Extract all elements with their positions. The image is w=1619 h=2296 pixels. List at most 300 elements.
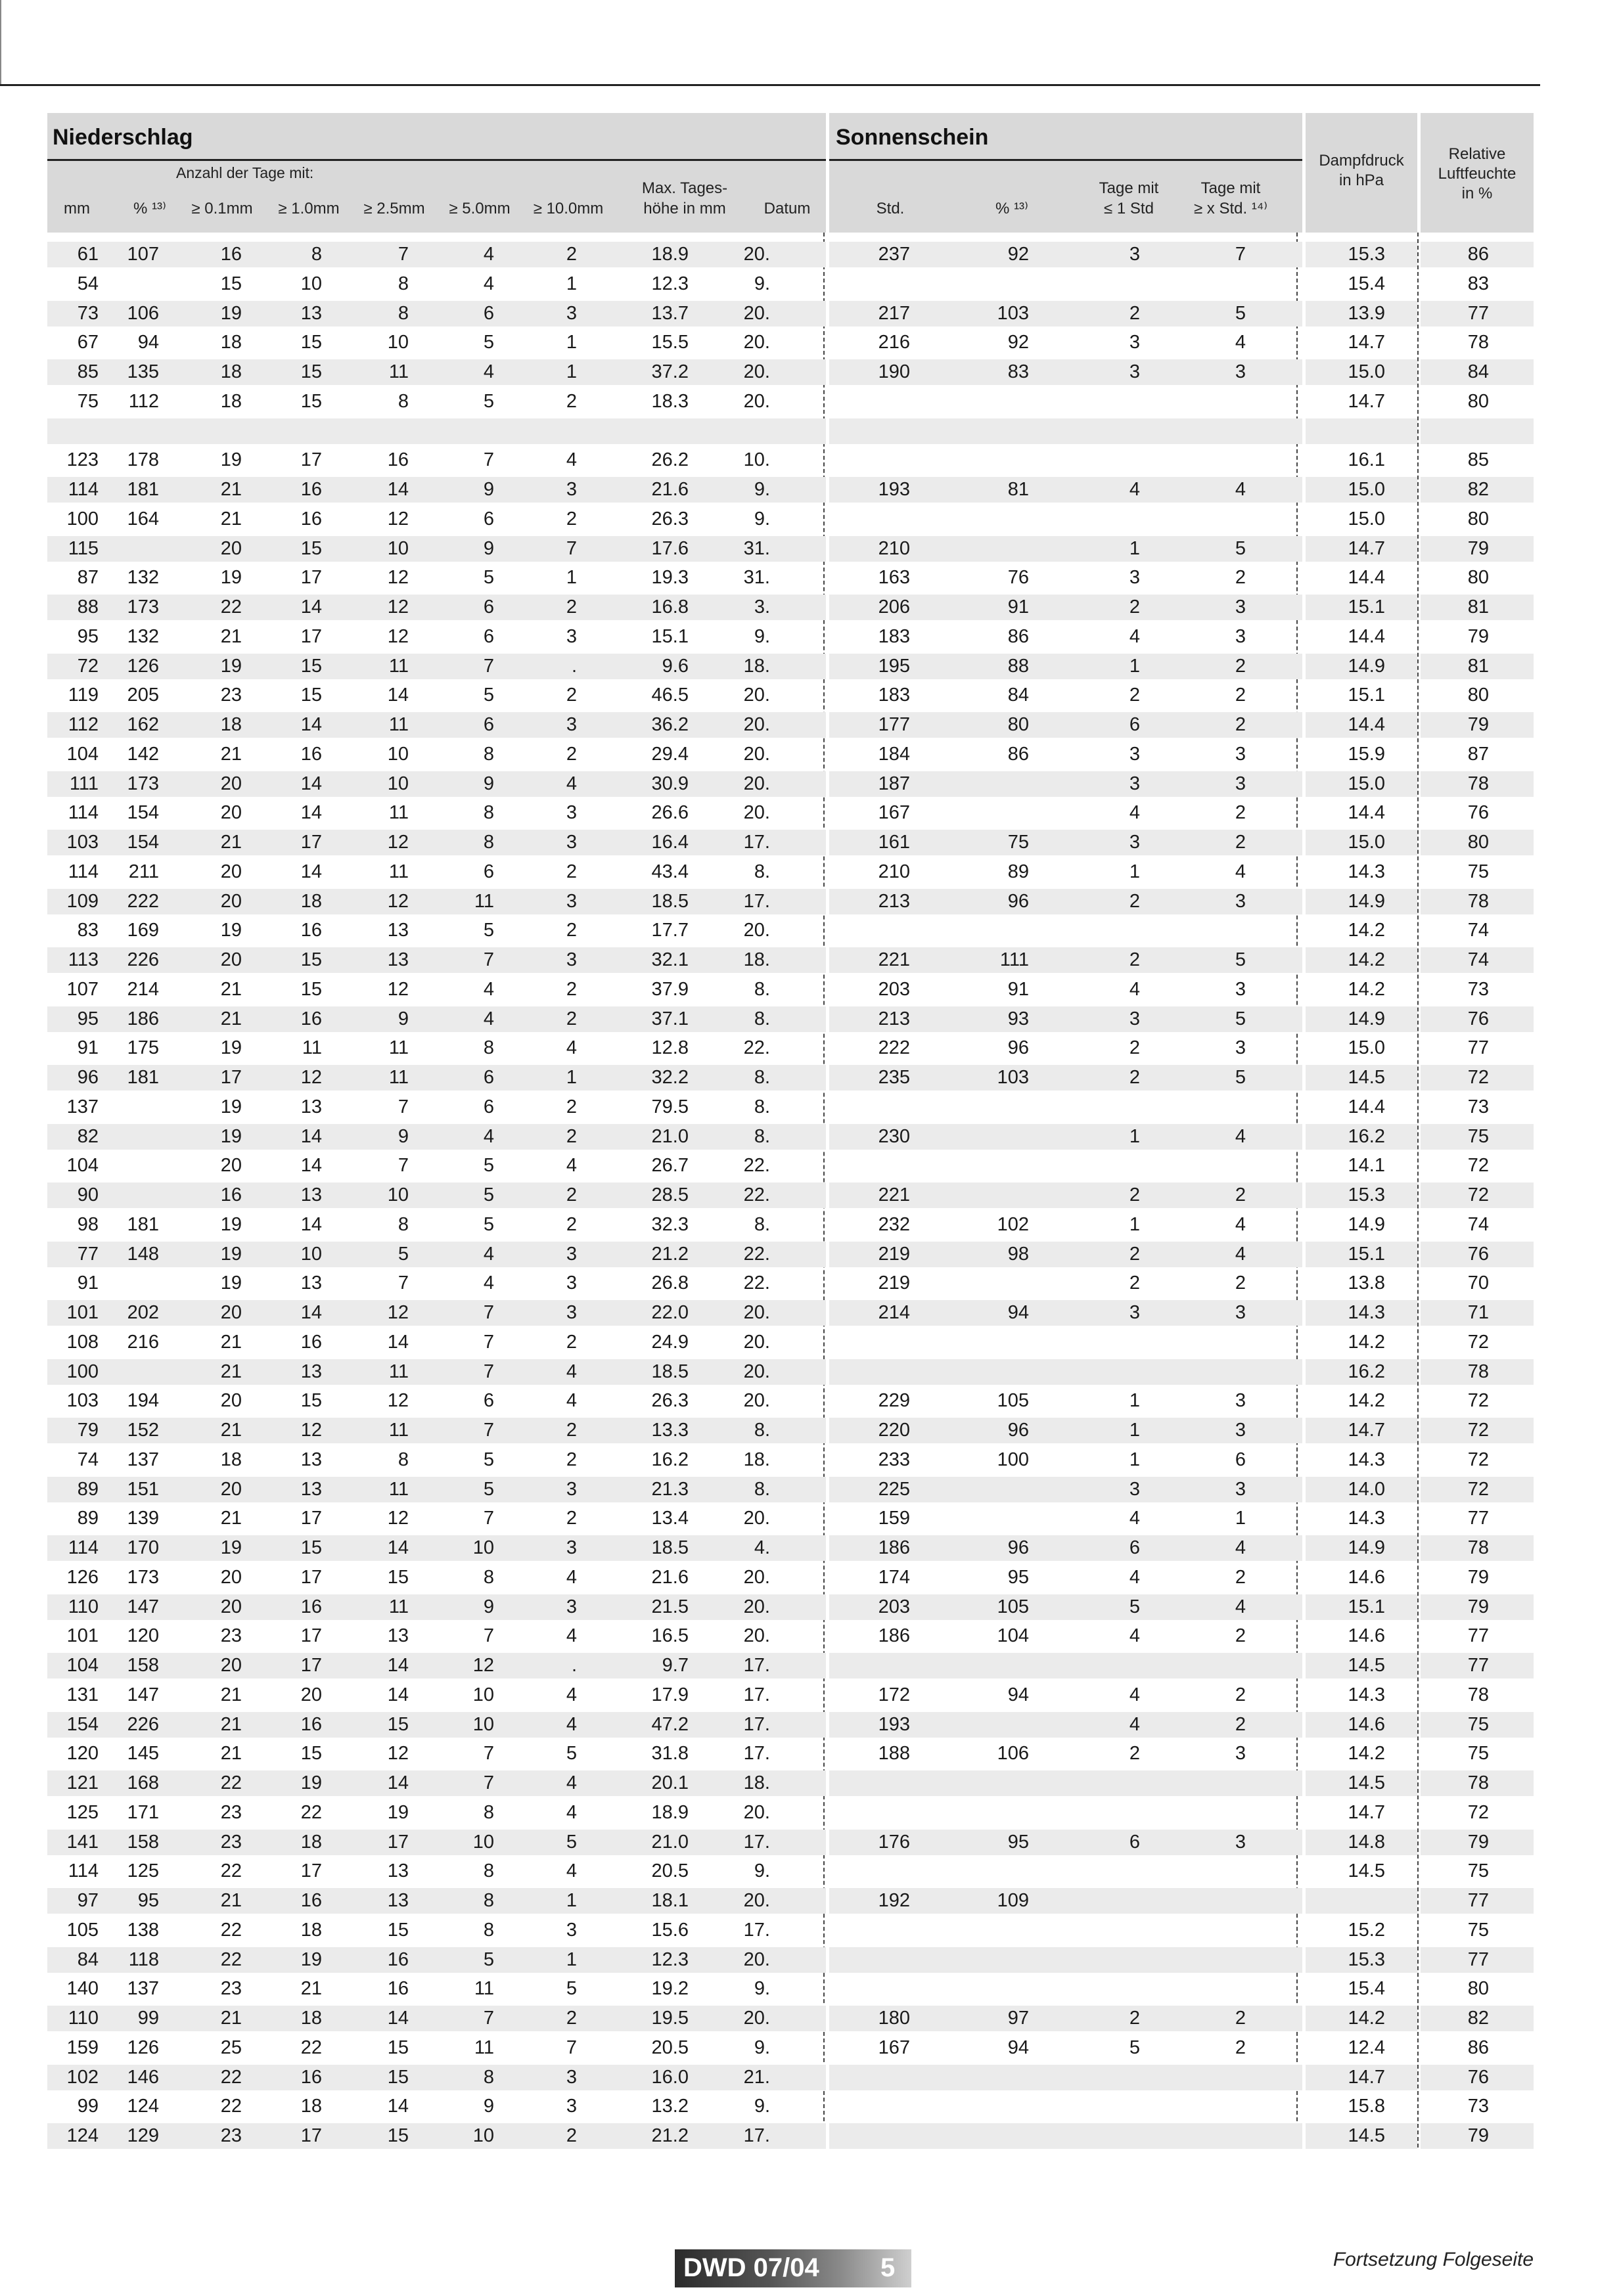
cell-sun-percent: 100 xyxy=(997,1449,1029,1470)
table-row xyxy=(0,563,1619,592)
cell-sonnenstunden: 174 xyxy=(878,1566,910,1588)
cell-rel-luftfeuchte: 78 xyxy=(1467,1684,1489,1705)
cell-mm: 107 xyxy=(66,978,99,1000)
table-row xyxy=(0,740,1619,769)
cell-sun-percent: 80 xyxy=(1007,714,1029,735)
cell-sonnenstunden: 172 xyxy=(878,1684,910,1705)
cell-percent: 222 xyxy=(127,890,159,912)
cell-max-tageshoehe: 28.5 xyxy=(651,1184,689,1205)
cell-max-tageshoehe: 19.5 xyxy=(651,2008,689,2029)
cell-tage-gex: 4 xyxy=(1235,861,1246,882)
cell-sonnenstunden: 222 xyxy=(878,1037,910,1059)
cell-ge-10-0mm: 3 xyxy=(566,1272,577,1294)
cell-percent: 226 xyxy=(127,949,159,970)
cell-mm: 120 xyxy=(66,1743,99,1765)
cell-sonnenstunden: 213 xyxy=(878,1008,910,1029)
cell-tage-le1: 4 xyxy=(1129,1508,1140,1529)
cell-ge-2-5mm: 8 xyxy=(398,302,409,324)
cell-sonnenstunden: 186 xyxy=(878,1537,910,1558)
cell-mm: 91 xyxy=(77,1272,99,1294)
cell-sun-percent: 96 xyxy=(1007,890,1029,912)
table-row xyxy=(0,1857,1619,1885)
cell-ge-10-0mm: 3 xyxy=(566,1919,577,1941)
cell-ge-0-1mm: 21 xyxy=(220,978,242,1000)
cell-rel-luftfeuchte: 73 xyxy=(1467,2096,1489,2117)
cell-ge-0-1mm: 21 xyxy=(220,479,242,500)
col-header-tage-gex-2: ≥ x Std. ¹⁴⁾ xyxy=(1193,200,1268,217)
cell-ge-5-0mm: 7 xyxy=(483,655,494,677)
cell-rel-luftfeuchte: 80 xyxy=(1467,390,1489,412)
cell-mm: 112 xyxy=(68,714,99,735)
cell-ge-10-0mm: 3 xyxy=(566,1478,577,1500)
cell-datum: 20. xyxy=(743,1331,770,1353)
cell-percent: 151 xyxy=(127,1478,159,1500)
table-row xyxy=(0,505,1619,533)
cell-rel-luftfeuchte: 72 xyxy=(1467,1331,1489,1353)
cell-ge-2-5mm: 7 xyxy=(398,1096,409,1117)
cell-tage-le1: 2 xyxy=(1129,1037,1140,1059)
cell-rel-luftfeuchte: 78 xyxy=(1467,1537,1489,1558)
cell-max-tageshoehe: 32.3 xyxy=(651,1213,689,1235)
cell-mm: 72 xyxy=(77,655,99,677)
cell-max-tageshoehe: 15.6 xyxy=(651,1919,689,1941)
cell-mm: 105 xyxy=(66,1919,99,1941)
cell-sun-percent: 75 xyxy=(1007,832,1029,853)
cell-tage-le1: 4 xyxy=(1129,1684,1140,1705)
cell-max-tageshoehe: 21.2 xyxy=(651,2125,689,2146)
col-header-rel-luftfeuchte-2: Luftfeuchte xyxy=(1438,165,1516,183)
cell-tage-gex: 4 xyxy=(1235,1243,1246,1265)
cell-rel-luftfeuchte: 84 xyxy=(1467,361,1489,382)
cell-datum: 20. xyxy=(743,714,770,735)
cell-tage-le1: 3 xyxy=(1129,773,1140,794)
cell-datum: 20. xyxy=(743,802,770,824)
cell-datum: 4. xyxy=(754,1537,770,1558)
cell-max-tageshoehe: 17.9 xyxy=(651,1684,689,1705)
cell-datum: 17. xyxy=(743,2125,770,2146)
cell-ge-10-0mm: 5 xyxy=(566,1978,577,2000)
cell-max-tageshoehe: 79.5 xyxy=(651,1096,689,1117)
cell-ge-0-1mm: 20 xyxy=(220,773,242,794)
cell-tage-gex: 3 xyxy=(1235,773,1246,794)
cell-sun-percent: 102 xyxy=(997,1213,1029,1235)
cell-dampfdruck: 14.3 xyxy=(1348,1302,1385,1323)
cell-max-tageshoehe: 16.0 xyxy=(651,2066,689,2088)
cell-ge-2-5mm: 14 xyxy=(387,1655,409,1676)
cell-mm: 110 xyxy=(68,2008,99,2029)
cell-sonnenstunden: 190 xyxy=(878,361,910,382)
cell-ge-1-0mm: 14 xyxy=(300,714,322,735)
cell-ge-2-5mm: 5 xyxy=(398,1243,409,1265)
cell-rel-luftfeuchte: 78 xyxy=(1467,1361,1489,1382)
cell-ge-10-0mm: 4 xyxy=(566,449,577,471)
cell-dampfdruck: 14.4 xyxy=(1348,1096,1385,1117)
table-row xyxy=(0,1269,1619,1297)
cell-ge-2-5mm: 16 xyxy=(387,1948,409,1970)
cell-tage-le1: 3 xyxy=(1129,1302,1140,1323)
col-header-tage-le1-2: ≤ 1 Std xyxy=(1104,200,1154,217)
cell-datum: 22. xyxy=(743,1155,770,1177)
cell-ge-2-5mm: 12 xyxy=(387,1302,409,1323)
cell-ge-5-0mm: 5 xyxy=(483,567,494,589)
cell-dampfdruck: 16.2 xyxy=(1348,1125,1385,1147)
cell-mm: 82 xyxy=(77,1125,99,1147)
cell-ge-5-0mm: 8 xyxy=(483,1890,494,1911)
cell-tage-le1: 3 xyxy=(1129,332,1140,353)
cell-ge-0-1mm: 19 xyxy=(220,449,242,471)
cell-mm: 104 xyxy=(66,1655,99,1676)
cell-ge-0-1mm: 19 xyxy=(220,1213,242,1235)
cell-ge-10-0mm: 3 xyxy=(566,625,577,647)
cell-sun-percent: 103 xyxy=(997,1067,1029,1088)
cell-percent: 125 xyxy=(127,1860,159,1882)
cell-ge-1-0mm: 14 xyxy=(300,773,322,794)
niederschlag-rule xyxy=(47,159,826,161)
cell-tage-gex: 3 xyxy=(1235,1478,1246,1500)
cell-ge-5-0mm: 8 xyxy=(483,743,494,765)
cell-datum: 8. xyxy=(754,978,770,1000)
cell-mm: 96 xyxy=(77,1067,99,1088)
cell-percent: 138 xyxy=(127,1919,159,1941)
cell-mm: 114 xyxy=(68,802,99,824)
cell-ge-0-1mm: 20 xyxy=(220,1655,242,1676)
cell-max-tageshoehe: 18.9 xyxy=(651,244,689,265)
cell-ge-10-0mm: 3 xyxy=(566,479,577,500)
cell-ge-0-1mm: 20 xyxy=(220,537,242,559)
cell-mm: 140 xyxy=(66,1978,99,2000)
cell-ge-10-0mm: 2 xyxy=(566,743,577,765)
cell-dampfdruck: 15.3 xyxy=(1348,244,1385,265)
cell-max-tageshoehe: 18.5 xyxy=(651,1361,689,1382)
cell-max-tageshoehe: 20.5 xyxy=(651,2037,689,2058)
cell-sun-percent: 91 xyxy=(1007,597,1029,618)
cell-dampfdruck: 14.4 xyxy=(1348,714,1385,735)
cell-tage-le1: 2 xyxy=(1129,1743,1140,1765)
cell-max-tageshoehe: 21.5 xyxy=(651,1596,689,1617)
cell-tage-gex: 3 xyxy=(1235,978,1246,1000)
cell-tage-gex: 5 xyxy=(1235,302,1246,324)
cell-max-tageshoehe: 18.5 xyxy=(651,890,689,912)
cell-mm: 95 xyxy=(77,625,99,647)
cell-datum: 9. xyxy=(754,479,770,500)
col-header-sun-percent: % ¹³⁾ xyxy=(995,200,1028,217)
cell-rel-luftfeuchte: 75 xyxy=(1467,1860,1489,1882)
cell-dampfdruck: 15.9 xyxy=(1348,743,1385,765)
table-row xyxy=(0,1945,1619,1974)
cell-ge-0-1mm: 20 xyxy=(220,861,242,882)
cell-rel-luftfeuchte: 87 xyxy=(1467,743,1489,765)
cell-ge-10-0mm: 1 xyxy=(566,332,577,353)
col-header-percent: % ¹³⁾ xyxy=(133,200,166,217)
cell-dampfdruck: 14.2 xyxy=(1348,2008,1385,2029)
table-row xyxy=(0,1974,1619,2003)
cell-dampfdruck: 15.8 xyxy=(1348,2096,1385,2117)
cell-rel-luftfeuchte: 75 xyxy=(1467,1713,1489,1735)
cell-max-tageshoehe: 15.1 xyxy=(651,625,689,647)
table-row xyxy=(0,1386,1619,1415)
cell-ge-5-0mm: 9 xyxy=(483,479,494,500)
cell-dampfdruck: 14.4 xyxy=(1348,567,1385,589)
cell-tage-le1: 2 xyxy=(1129,597,1140,618)
cell-ge-5-0mm: 9 xyxy=(483,2096,494,2117)
cell-ge-0-1mm: 22 xyxy=(220,2066,242,2088)
cell-percent: 124 xyxy=(127,2096,159,2117)
cell-ge-0-1mm: 18 xyxy=(220,332,242,353)
cell-max-tageshoehe: 16.8 xyxy=(651,597,689,618)
cell-sun-percent: 81 xyxy=(1007,479,1029,500)
cell-ge-5-0mm: 10 xyxy=(472,1537,494,1558)
cell-max-tageshoehe: 13.4 xyxy=(651,1508,689,1529)
cell-rel-luftfeuchte: 77 xyxy=(1467,1655,1489,1676)
cell-tage-le1: 1 xyxy=(1129,537,1140,559)
cell-sonnenstunden: 177 xyxy=(878,714,910,735)
cell-ge-2-5mm: 14 xyxy=(387,1331,409,1353)
table-row xyxy=(0,1916,1619,1945)
cell-dampfdruck: 14.5 xyxy=(1348,1772,1385,1793)
table-row xyxy=(0,710,1619,739)
cell-ge-0-1mm: 23 xyxy=(220,1978,242,2000)
cell-ge-5-0mm: 7 xyxy=(483,1743,494,1765)
cell-ge-10-0mm: . xyxy=(571,655,577,677)
cell-percent: 186 xyxy=(127,1008,159,1029)
cell-max-tageshoehe: 12.3 xyxy=(651,273,689,294)
cell-percent: 202 xyxy=(127,1302,159,1323)
cell-ge-10-0mm: 4 xyxy=(566,1361,577,1382)
cell-ge-2-5mm: 12 xyxy=(387,978,409,1000)
cell-tage-le1: 3 xyxy=(1129,361,1140,382)
cell-ge-2-5mm: 10 xyxy=(387,773,409,794)
table-row xyxy=(0,357,1619,386)
cell-ge-10-0mm: 3 xyxy=(566,1302,577,1323)
cell-ge-2-5mm: 11 xyxy=(388,1067,409,1088)
cell-sonnenstunden: 163 xyxy=(878,567,910,589)
cell-ge-10-0mm: 2 xyxy=(566,1508,577,1529)
cell-mm: 83 xyxy=(77,920,99,941)
cell-ge-0-1mm: 25 xyxy=(220,2037,242,2058)
cell-ge-2-5mm: 12 xyxy=(387,597,409,618)
cell-max-tageshoehe: 21.0 xyxy=(651,1125,689,1147)
cell-ge-5-0mm: 8 xyxy=(483,1566,494,1588)
cell-ge-0-1mm: 22 xyxy=(220,1860,242,1882)
cell-ge-10-0mm: 3 xyxy=(566,714,577,735)
table-row xyxy=(0,1298,1619,1327)
cell-ge-2-5mm: 13 xyxy=(387,1860,409,1882)
cell-ge-1-0mm: 16 xyxy=(300,1596,322,1617)
cell-ge-2-5mm: 13 xyxy=(387,949,409,970)
cell-mm: 99 xyxy=(77,2096,99,2117)
cell-mm: 159 xyxy=(66,2037,99,2058)
cell-ge-10-0mm: 4 xyxy=(566,1772,577,1793)
cell-dampfdruck: 14.7 xyxy=(1348,332,1385,353)
sonnenschein-title: Sonnenschein xyxy=(836,125,989,150)
cell-tage-le1: 4 xyxy=(1129,1713,1140,1735)
cell-dampfdruck: 14.9 xyxy=(1348,655,1385,677)
cell-datum: 17. xyxy=(743,1743,770,1765)
cell-mm: 101 xyxy=(66,1302,99,1323)
cell-datum: 9. xyxy=(754,625,770,647)
table-row xyxy=(0,1710,1619,1739)
cell-tage-gex: 2 xyxy=(1235,2037,1246,2058)
cell-ge-5-0mm: 9 xyxy=(483,773,494,794)
cell-sun-percent: 89 xyxy=(1007,861,1029,882)
cell-percent: 147 xyxy=(127,1596,159,1617)
col-header-rel-luftfeuchte-1: Relative xyxy=(1448,145,1506,163)
cell-tage-gex: 3 xyxy=(1235,1743,1246,1765)
cell-ge-1-0mm: 14 xyxy=(300,597,322,618)
cell-max-tageshoehe: 21.3 xyxy=(651,1478,689,1500)
cell-datum: 9. xyxy=(754,508,770,529)
cell-sonnenstunden: 221 xyxy=(878,949,910,970)
cell-ge-5-0mm: 7 xyxy=(483,449,494,471)
cell-ge-2-5mm: 12 xyxy=(387,567,409,589)
cell-tage-le1: 2 xyxy=(1129,2008,1140,2029)
cell-dampfdruck: 15.1 xyxy=(1348,685,1385,706)
cell-ge-1-0mm: 15 xyxy=(300,332,322,353)
cell-ge-5-0mm: 8 xyxy=(483,2066,494,2088)
cell-ge-1-0mm: 16 xyxy=(300,1331,322,1353)
cell-sun-percent: 97 xyxy=(1007,2008,1029,2029)
cell-sonnenstunden: 180 xyxy=(878,2008,910,2029)
cell-tage-gex: 3 xyxy=(1235,890,1246,912)
cell-ge-5-0mm: 5 xyxy=(483,1478,494,1500)
cell-sonnenstunden: 220 xyxy=(878,1420,910,1441)
cell-ge-5-0mm: 7 xyxy=(483,1331,494,1353)
cell-mm: 113 xyxy=(68,949,99,970)
cell-ge-1-0mm: 21 xyxy=(300,1978,322,2000)
col-header-dampfdruck-1: Dampfdruck xyxy=(1319,152,1404,169)
cell-ge-2-5mm: 12 xyxy=(387,1508,409,1529)
cell-tage-gex: 2 xyxy=(1235,2008,1246,2029)
cell-ge-5-0mm: 7 xyxy=(483,1420,494,1441)
cell-dampfdruck: 15.0 xyxy=(1348,361,1385,382)
cell-sun-percent: 92 xyxy=(1007,332,1029,353)
cell-ge-10-0mm: 4 xyxy=(566,1625,577,1647)
cell-sun-percent: 111 xyxy=(999,949,1029,970)
cell-datum: 8. xyxy=(754,1125,770,1147)
cell-tage-gex: 2 xyxy=(1235,1184,1246,1205)
cell-mm: 87 xyxy=(77,567,99,589)
cell-sonnenstunden: 195 xyxy=(878,655,910,677)
cell-rel-luftfeuchte: 81 xyxy=(1467,655,1489,677)
cell-ge-10-0mm: 2 xyxy=(566,597,577,618)
cell-rel-luftfeuchte: 79 xyxy=(1467,537,1489,559)
cell-ge-1-0mm: 16 xyxy=(300,1008,322,1029)
cell-ge-0-1mm: 18 xyxy=(220,714,242,735)
cell-datum: 17. xyxy=(743,1684,770,1705)
cell-dampfdruck: 14.8 xyxy=(1348,1831,1385,1853)
cell-ge-2-5mm: 17 xyxy=(387,1831,409,1853)
cell-sonnenstunden: 233 xyxy=(878,1449,910,1470)
cell-datum: 20. xyxy=(743,361,770,382)
cell-rel-luftfeuchte: 79 xyxy=(1467,1566,1489,1588)
cell-ge-5-0mm: 8 xyxy=(483,1919,494,1941)
cell-rel-luftfeuchte: 76 xyxy=(1467,2066,1489,2088)
cell-rel-luftfeuchte: 77 xyxy=(1467,1948,1489,1970)
cell-datum: 22. xyxy=(743,1272,770,1294)
cell-ge-2-5mm: 15 xyxy=(387,1566,409,1588)
cell-dampfdruck: 14.2 xyxy=(1348,978,1385,1000)
cell-ge-1-0mm: 20 xyxy=(300,1684,322,1705)
cell-ge-0-1mm: 21 xyxy=(220,1713,242,1735)
cell-ge-0-1mm: 21 xyxy=(220,1743,242,1765)
cell-ge-2-5mm: 8 xyxy=(398,1213,409,1235)
cell-ge-10-0mm: 2 xyxy=(566,920,577,941)
cell-ge-1-0mm: 10 xyxy=(300,273,322,294)
table-row xyxy=(0,1445,1619,1474)
table-row xyxy=(0,1151,1619,1180)
cell-datum: 31. xyxy=(743,537,770,559)
cell-tage-gex: 1 xyxy=(1235,1508,1246,1529)
cell-tage-le1: 3 xyxy=(1129,567,1140,589)
cell-dampfdruck: 15.0 xyxy=(1348,508,1385,529)
cell-ge-0-1mm: 21 xyxy=(220,1508,242,1529)
cell-sun-percent: 96 xyxy=(1007,1420,1029,1441)
cell-tage-le1: 1 xyxy=(1129,655,1140,677)
cell-tage-gex: 3 xyxy=(1235,1302,1246,1323)
cell-rel-luftfeuchte: 80 xyxy=(1467,508,1489,529)
cell-ge-1-0mm: 13 xyxy=(300,302,322,324)
cell-ge-5-0mm: 11 xyxy=(474,1978,494,2000)
cell-percent: 118 xyxy=(128,1948,159,1970)
cell-datum: 21. xyxy=(743,2066,770,2088)
table-row xyxy=(0,857,1619,886)
cell-max-tageshoehe: 9.7 xyxy=(662,1655,689,1676)
cell-percent: 132 xyxy=(127,567,159,589)
cell-ge-0-1mm: 23 xyxy=(220,685,242,706)
col-header-tage-le1-1: Tage mit xyxy=(1099,179,1159,197)
cell-tage-le1: 3 xyxy=(1129,832,1140,853)
cell-ge-2-5mm: 16 xyxy=(387,449,409,471)
cell-dampfdruck: 15.4 xyxy=(1348,273,1385,294)
cell-dampfdruck: 14.2 xyxy=(1348,920,1385,941)
cell-max-tageshoehe: 9.6 xyxy=(662,655,689,677)
cell-mm: 123 xyxy=(66,449,99,471)
cell-tage-le1: 2 xyxy=(1129,1184,1140,1205)
cell-rel-luftfeuchte: 72 xyxy=(1467,1184,1489,1205)
cell-mm: 104 xyxy=(66,743,99,765)
table-row xyxy=(0,1621,1619,1650)
table-row xyxy=(0,1768,1619,1797)
cell-ge-0-1mm: 19 xyxy=(220,1125,242,1147)
cell-max-tageshoehe: 24.9 xyxy=(651,1331,689,1353)
cell-mm: 111 xyxy=(69,773,99,794)
cell-dampfdruck: 12.4 xyxy=(1348,2037,1385,2058)
cell-ge-5-0mm: 5 xyxy=(483,920,494,941)
cell-ge-2-5mm: 12 xyxy=(387,508,409,529)
cell-dampfdruck: 15.0 xyxy=(1348,773,1385,794)
cell-tage-gex: 4 xyxy=(1235,332,1246,353)
cell-mm: 114 xyxy=(68,479,99,500)
table-row xyxy=(0,1651,1619,1680)
cell-ge-5-0mm: 5 xyxy=(483,1213,494,1235)
cell-sonnenstunden: 192 xyxy=(878,1890,910,1911)
cell-rel-luftfeuchte: 75 xyxy=(1467,1743,1489,1765)
cell-percent: 216 xyxy=(127,1331,159,1353)
cell-ge-5-0mm: 6 xyxy=(483,302,494,324)
cell-percent: 132 xyxy=(127,625,159,647)
cell-ge-0-1mm: 19 xyxy=(220,1096,242,1117)
table-row xyxy=(0,328,1619,357)
cell-dampfdruck: 14.6 xyxy=(1348,1713,1385,1735)
cell-tage-le1: 2 xyxy=(1129,1067,1140,1088)
cell-dampfdruck: 14.7 xyxy=(1348,537,1385,559)
cell-ge-2-5mm: 11 xyxy=(388,861,409,882)
cell-rel-luftfeuchte: 76 xyxy=(1467,1008,1489,1029)
cell-percent: 95 xyxy=(137,1890,159,1911)
cell-rel-luftfeuchte: 77 xyxy=(1467,1037,1489,1059)
cell-mm: 85 xyxy=(77,361,99,382)
cell-datum: 8. xyxy=(754,1067,770,1088)
